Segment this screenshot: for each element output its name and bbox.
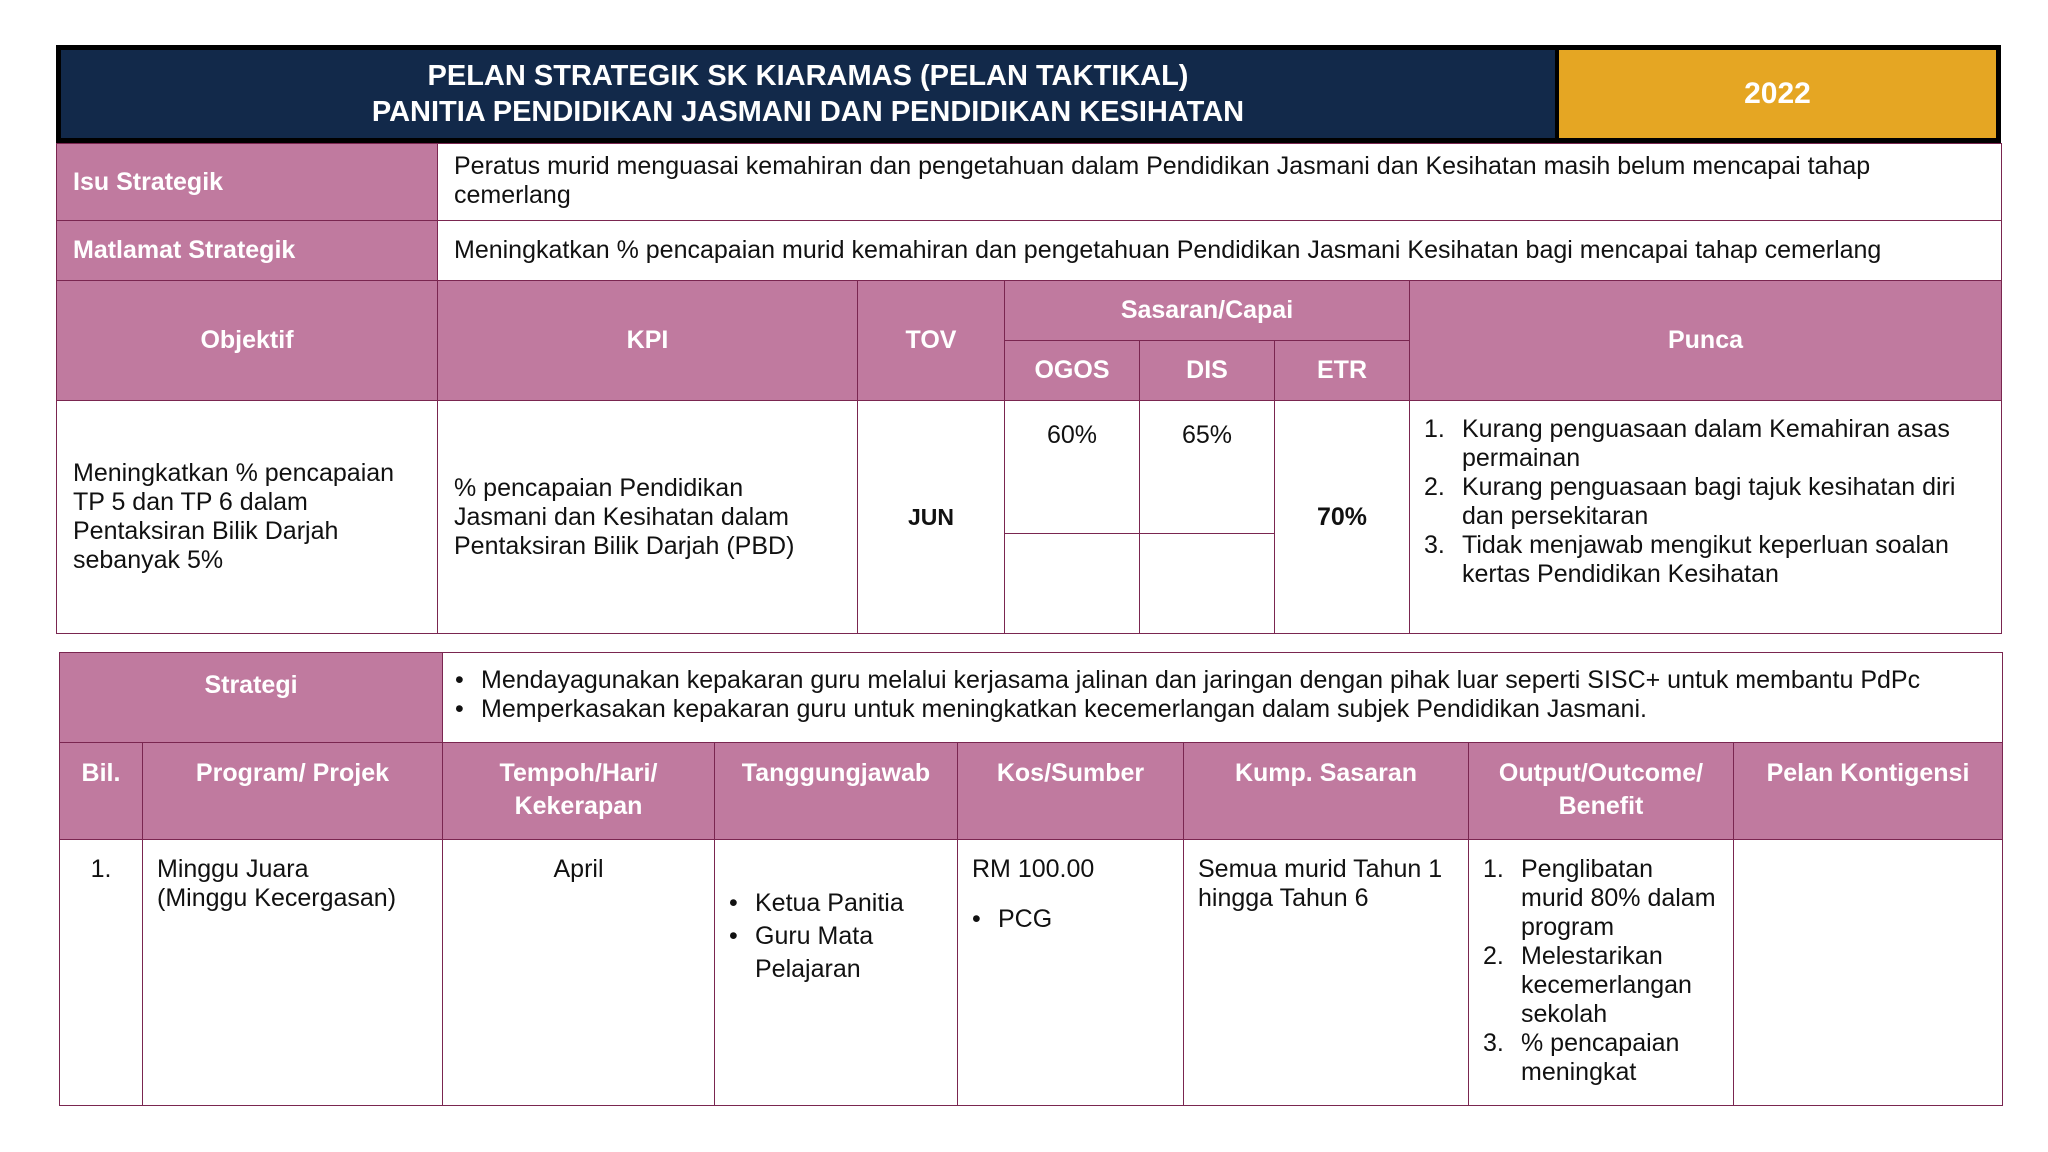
tempoh-cell: April (443, 840, 715, 1106)
punca-item: Tidak menjawab mengikut keperluan soalan kertas Pendidikan Kesihatan (1462, 531, 1949, 588)
output-header: Output/Outcome/ Benefit (1469, 743, 1734, 840)
punca-cell (1410, 401, 2002, 634)
matlamat-strategik-label: Matlamat Strategik (57, 221, 438, 281)
kos-source-list (968, 905, 1169, 934)
program-cell (143, 840, 443, 1106)
strategi-item: • Mendayagunakan kepakaran guru melalui kerjasama jalinan dan jaringan dengan pihak luar seperti SISC+ untuk membantu PdPc (451, 666, 1986, 695)
punca-header: Punca (1410, 281, 2002, 401)
objektif-cell: Meningkatkan % pencapaian TP 5 dan TP 6 dalam Pentaksiran Bilik Darjah sebanyak 5% (57, 401, 438, 634)
output-list (1483, 855, 1719, 1087)
punca-list (1424, 415, 1985, 589)
objektif-header: Objektif (57, 281, 438, 401)
bil-header: Bil. (60, 743, 143, 840)
strategi-list (451, 666, 1986, 724)
tov-cell: JUN (858, 401, 1005, 634)
ogos-header: OGOS (1005, 341, 1140, 401)
tanggungjawab-list (725, 887, 943, 986)
output-item: Melestarikan kecemerlangan sekolah (1521, 942, 1692, 1028)
tov-header: TOV (858, 281, 1005, 401)
etr-header: ETR (1275, 341, 1410, 401)
pelan-kontigensi-cell (1734, 840, 2003, 1106)
isu-strategik-text: Peratus murid menguasai kemahiran dan pengetahuan dalam Pendidikan Jasmani dan Kesihatan masih belum mencapai tahap cemerlang (438, 144, 2002, 221)
program-header: Program/ Projek (143, 743, 443, 840)
etr-cell: 70% (1275, 401, 1410, 634)
kump-sasaran-cell: Semua murid Tahun 1 hingga Tahun 6 (1184, 840, 1469, 1106)
plan-year-badge: 2022 (1555, 45, 2001, 143)
punca-item: Kurang penguasaan dalam Kemahiran asas permainan (1462, 415, 1950, 472)
tanggungjawab-cell (715, 840, 958, 1106)
kump-sasaran-header: Kump. Sasaran (1184, 743, 1469, 840)
ogos-target-cell: 60% (1005, 401, 1140, 534)
strategi-item: • Memperkasakan kepakaran guru untuk meningkatkan kecemerlangan dalam subjek Pendidikan Jasmani. (451, 695, 1986, 724)
ogos-achieved-cell (1005, 534, 1140, 634)
tanggungjawab-header: Tanggungjawab (715, 743, 958, 840)
sasaran-header: Sasaran/Capai (1005, 281, 1410, 341)
program-subtitle: (Minggu Kecergasan) (157, 884, 397, 912)
plan-title-line1: PELAN STRATEGIK SK KIARAMAS (PELAN TAKTIKAL) (427, 60, 1189, 92)
kos-cell (958, 840, 1184, 1106)
tempoh-header: Tempoh/Hari/ Kekerapan (443, 743, 715, 840)
kpi-header: KPI (438, 281, 858, 401)
dis-achieved-cell (1140, 534, 1275, 634)
punca-item: Kurang penguasaan bagi tajuk kesihatan diri dan persekitaran (1462, 473, 1956, 530)
kpi-cell: % pencapaian Pendidikan Jasmani dan Kesihatan dalam Pentaksiran Bilik Darjah (PBD) (438, 401, 858, 634)
strategic-objective-table (56, 143, 2002, 634)
dis-header: DIS (1140, 341, 1275, 401)
kos-amount: RM 100.00 (972, 855, 1095, 883)
tanggungjawab-item: • Ketua Panitia (725, 887, 943, 920)
kos-source-item: • PCG (968, 905, 1169, 934)
pelan-kontigensi-header: Pelan Kontigensi (1734, 743, 2003, 840)
isu-strategik-label: Isu Strategik (57, 144, 438, 221)
plan-title-banner (56, 45, 1555, 143)
program-table (59, 652, 2003, 1106)
dis-target-cell: 65% (1140, 401, 1275, 534)
output-cell (1469, 840, 1734, 1106)
plan-title-line2: PANITIA PENDIDIKAN JASMANI DAN PENDIDIKAN KESIHATAN (371, 96, 1245, 128)
output-item: % pencapaian meningkat (1521, 1029, 1680, 1086)
kos-header: Kos/Sumber (958, 743, 1184, 840)
tanggungjawab-item: • Guru Mata Pelajaran (725, 920, 943, 986)
strategi-cell (443, 653, 2003, 743)
program-name: Minggu Juara (157, 855, 309, 883)
bil-cell: 1. (60, 840, 143, 1106)
matlamat-strategik-text: Meningkatkan % pencapaian murid kemahiran dan pengetahuan Pendidikan Jasmani Kesihatan bagi mencapai tahap cemerlang (438, 221, 2002, 281)
output-item: Penglibatan murid 80% dalam program (1521, 855, 1716, 941)
strategi-label: Strategi (60, 653, 443, 743)
